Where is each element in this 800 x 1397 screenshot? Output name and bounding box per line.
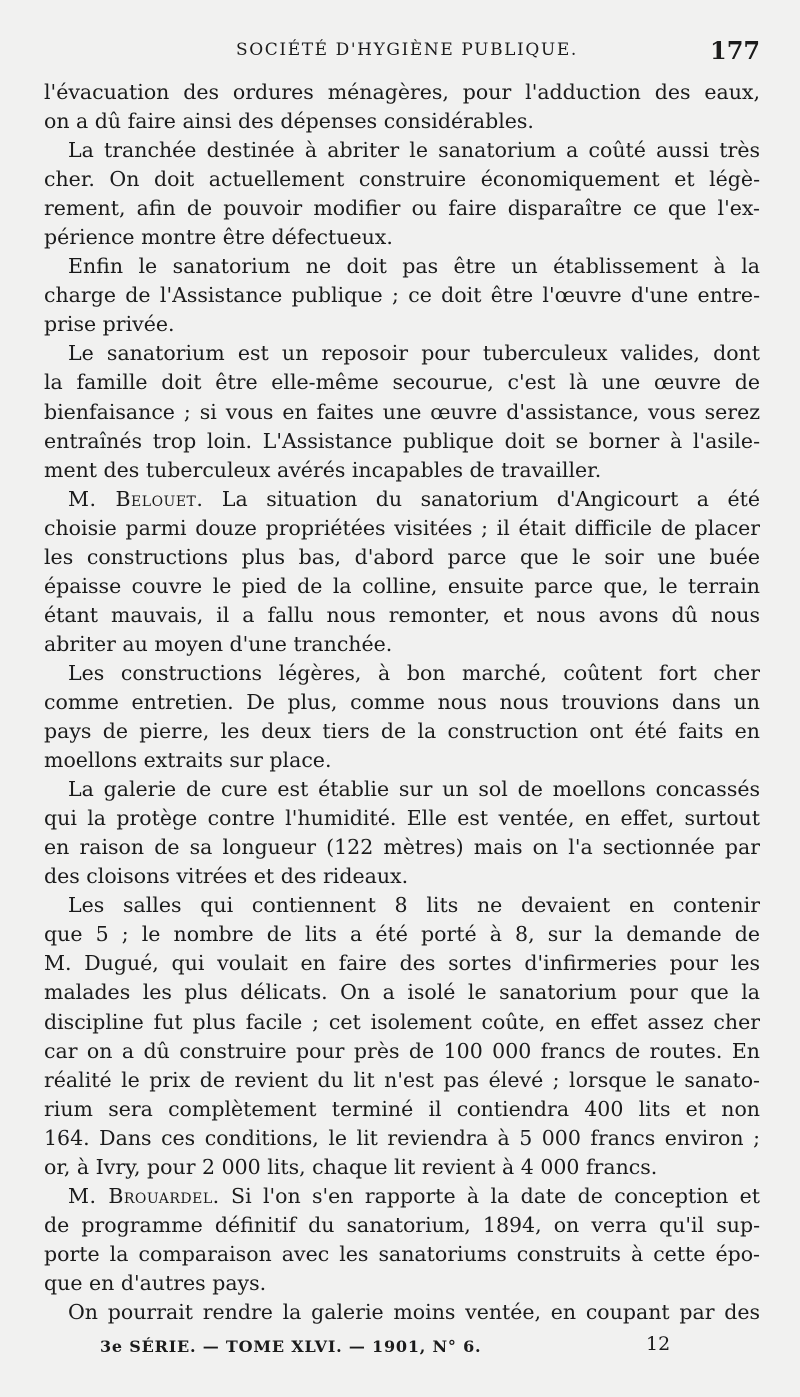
line-text: discipline fut plus facile ; cet isolement coûte, en effet assez cher — [44, 1009, 760, 1034]
line-text: abriter au moyen d'une tranchée. — [44, 631, 393, 656]
text-line — [44, 601, 760, 630]
running-head — [0, 36, 800, 70]
line-text: étant mauvais, il a fallu nous remonter, et nous avons dû nous — [44, 602, 760, 627]
text-line — [44, 514, 760, 543]
line-text: ment des tuberculeux avérés incapables de travailler. — [44, 457, 602, 482]
text-line — [44, 688, 760, 717]
text-line — [44, 717, 760, 746]
line-text: l'évacuation des ordures ménagères, pour l'adduction des eaux, — [44, 80, 760, 104]
line-text: entraînés trop loin. L'Assistance publique doit se borner à l'asile- — [44, 428, 760, 453]
text-line — [44, 775, 760, 804]
text-line — [44, 630, 760, 659]
text-line — [44, 1153, 760, 1182]
text-line — [44, 978, 760, 1007]
text-line — [44, 1269, 760, 1298]
text-line — [44, 891, 760, 920]
line-text: qui la protège contre l'humidité. Elle est ventée, en effet, surtout — [44, 806, 760, 831]
line-text: La galerie de cure est établie sur un sol de moellons concassés — [68, 777, 760, 802]
text-line — [44, 194, 760, 223]
line-text: moellons extraits sur place. — [44, 748, 332, 773]
footer-series: 3e SÉRIE. — TOME XLVI. — 1901, N° 6. — [100, 1337, 482, 1356]
line-text: Si l'on s'en rapporte à la date de conception et — [219, 1183, 760, 1208]
line-text: réalité le prix de revient du lit n'est pas élevé ; lorsque le sanato- — [44, 1067, 760, 1092]
line-text: choisie parmi douze propriétées visitées ; il était difficile de placer — [44, 515, 760, 540]
line-text: Les constructions légères, à bon marché, coûtent fort cher — [68, 660, 760, 685]
line-text: de programme définitif du sanatorium, 1894, on verra qu'il sup- — [44, 1212, 760, 1237]
page-number: 177 — [710, 36, 761, 65]
text-line — [44, 1066, 760, 1095]
line-text: la famille doit être elle-même secourue, c'est là une œuvre de — [44, 370, 760, 395]
text-line — [44, 833, 760, 862]
text-line — [44, 339, 760, 368]
line-text: des cloisons vitrées et des rideaux. — [44, 864, 409, 889]
text-line — [44, 949, 760, 978]
line-text: les constructions plus bas, d'abord parce que le soir une buée — [44, 544, 760, 569]
footer-signature: 12 — [646, 1333, 671, 1355]
line-text: bienfaisance ; si vous en faites une œuvre d'assistance, vous serez — [44, 399, 760, 424]
line-text: Les salles qui contiennent 8 lits ne devaient en contenir — [68, 893, 760, 918]
page-footer — [0, 1333, 800, 1363]
line-text: rium sera complètement terminé il contiendra 400 lits et non — [44, 1096, 760, 1121]
line-text: prise privée. — [44, 312, 175, 337]
text-line — [44, 223, 760, 252]
line-text: La tranchée destinée à abriter le sanatorium a coûté aussi très — [68, 138, 760, 163]
line-text: cher. On doit actuellement construire économiquement et légè- — [44, 167, 760, 192]
line-text: La situation du sanatorium d'Angicourt a été — [203, 486, 760, 511]
text-line — [44, 485, 760, 514]
text-line — [44, 136, 760, 165]
body-text — [44, 78, 760, 1327]
line-text: Enfin le sanatorium ne doit pas être un établissement à la — [68, 254, 760, 279]
text-line — [44, 746, 760, 775]
line-text: 164. Dans ces conditions, le lit reviendra à 5 000 francs environ ; — [44, 1125, 760, 1150]
text-line — [44, 572, 760, 601]
text-line — [44, 862, 760, 891]
text-line — [44, 107, 760, 136]
line-text: car on a dû construire pour près de 100 000 francs de routes. En — [44, 1038, 760, 1063]
text-line — [44, 1008, 760, 1037]
line-text: comme entretien. De plus, comme nous nous trouvions dans un — [44, 689, 760, 714]
text-line — [44, 543, 760, 572]
line-text: rement, afin de pouvoir modifier ou faire disparaître ce que l'ex- — [44, 196, 760, 221]
line-text: charge de l'Assistance publique ; ce doit être l'œuvre d'une entre- — [44, 283, 760, 308]
line-text: pays de pierre, les deux tiers de la construction ont été faits en — [44, 719, 760, 744]
line-text: on a dû faire ainsi des dépenses considérables. — [44, 109, 534, 134]
line-text: en raison de sa longueur (122 mètres) mais on l'a sectionnée par — [44, 835, 760, 860]
text-line — [44, 1095, 760, 1124]
line-text: or, à Ivry, pour 2 000 lits, chaque lit revient à 4 000 francs. — [44, 1154, 658, 1179]
text-line — [44, 1182, 760, 1211]
text-line — [44, 659, 760, 688]
line-text: porte la comparaison avec les sanatoriums construits à cette épo- — [44, 1241, 760, 1266]
text-line — [44, 920, 760, 949]
line-text: épaisse couvre le pied de la colline, ensuite parce que, le terrain — [44, 573, 760, 598]
text-line — [44, 281, 760, 310]
line-text: Le sanatorium est un reposoir pour tuberculeux valides, dont — [68, 341, 760, 366]
text-line — [44, 427, 760, 456]
line-text: que en d'autres pays. — [44, 1270, 267, 1295]
line-text: On pourrait rendre la galerie moins ventée, en coupant par des — [68, 1299, 760, 1324]
text-line — [44, 456, 760, 485]
text-line — [44, 1124, 760, 1153]
text-line — [44, 1037, 760, 1066]
text-line — [44, 804, 760, 833]
text-line — [44, 165, 760, 194]
text-line — [44, 310, 760, 339]
text-line — [44, 1298, 760, 1327]
text-line — [44, 252, 760, 281]
line-text: périence montre être défectueux. — [44, 225, 393, 250]
running-title: SOCIÉTÉ D'HYGIÈNE PUBLIQUE. — [236, 40, 578, 60]
line-text: malades les plus délicats. On a isolé le sanatorium pour que la — [44, 980, 760, 1005]
text-line — [44, 1240, 760, 1269]
text-line — [44, 368, 760, 397]
text-line — [44, 398, 760, 427]
speaker-name: M. Belouet. — [68, 486, 204, 511]
line-text: que 5 ; le nombre de lits a été porté à 8, sur la demande de — [44, 922, 760, 947]
speaker-name: M. Brouardel. — [68, 1183, 220, 1208]
line-text: M. Dugué, qui voulait en faire des sortes d'infirmeries pour les — [44, 951, 760, 976]
text-line — [44, 1211, 760, 1240]
text-line — [44, 78, 760, 107]
